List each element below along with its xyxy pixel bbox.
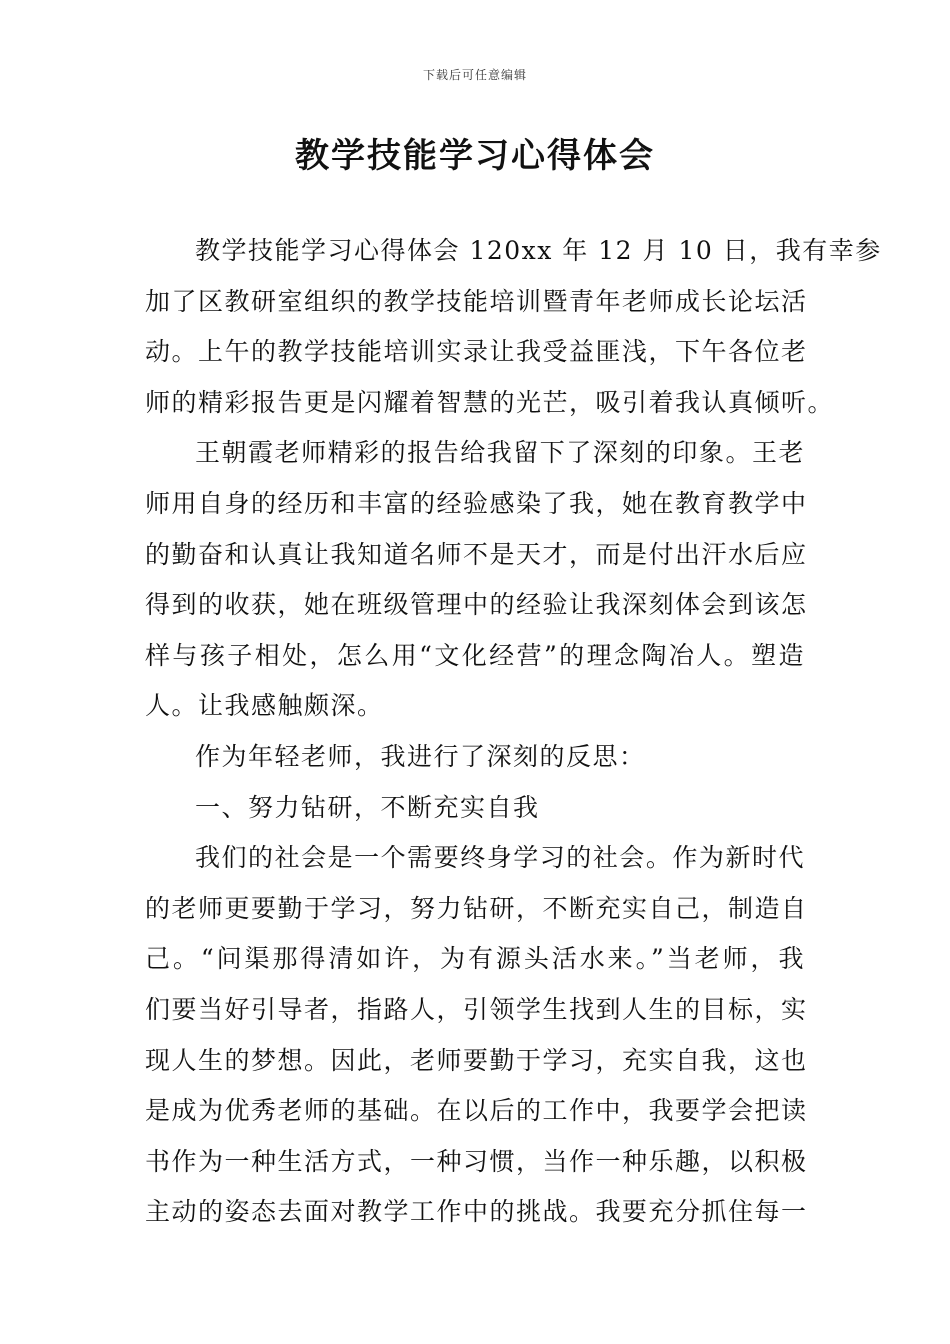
paragraph xyxy=(145,226,882,428)
paragraph-line: 的老师更要勤于学习，努力钻研，不断充实自己，制造自 xyxy=(145,893,808,923)
paragraph-line: 一、努力钻研，不断充实自我 xyxy=(195,792,540,822)
paragraph-line: 王朝霞老师精彩的报告给我留下了深刻的印象。王老 xyxy=(195,438,805,468)
paragraph-line: 样与孩子相处，怎么用“文化经营”的理念陶冶人。塑造 xyxy=(145,640,805,670)
paragraph-line: 加了区教研室组织的教学技能培训暨青年老师成长论坛活 xyxy=(145,286,808,316)
paragraph-line: 我们的社会是一个需要终身学习的社会。作为新时代 xyxy=(195,843,805,873)
paragraph-line: 教学技能学习心得体会 120xx 年 12 月 10 日，我有幸参 xyxy=(195,236,882,265)
document-body xyxy=(145,226,882,1238)
paragraph-line: 书作为一种生活方式，一种习惯，当作一种乐趣，以积极 xyxy=(145,1146,808,1176)
header-note: 下载后可任意编辑 xyxy=(422,68,527,82)
paragraph-line: 的勤奋和认真让我知道名师不是天才，而是付出汗水后应 xyxy=(145,539,808,569)
paragraph-line: 得到的收获，她在班级管理中的经验让我深刻体会到该怎 xyxy=(145,590,808,620)
paragraph xyxy=(145,732,805,783)
paragraph-line: 是成为优秀老师的基础。在以后的工作中，我要学会把读 xyxy=(145,1096,808,1126)
paragraph-line: 们要当好引导者，指路人，引领学生找到人生的目标，实 xyxy=(145,994,808,1024)
paragraph-line: 现人生的梦想。因此，老师要勤于学习，充实自我，这也 xyxy=(145,1045,808,1075)
document-title: 教学技能学习心得体会 xyxy=(295,136,655,176)
paragraph-line: 师的精彩报告更是闪耀着智慧的光芒，吸引着我认真倾听。 xyxy=(145,387,835,417)
paragraph xyxy=(145,833,808,1238)
paragraph-line: 人。让我感触颇深。 xyxy=(145,691,384,721)
paragraph xyxy=(145,428,808,732)
paragraph-line: 主动的姿态去面对教学工作中的挑战。我要充分抓住每一 xyxy=(145,1197,808,1227)
paragraph xyxy=(145,783,805,834)
paragraph-line: 动。上午的教学技能培训实录让我受益匪浅，下午各位老 xyxy=(145,337,808,367)
paragraph-line: 己。“问渠那得清如许，为有源头活水来。”当老师，我 xyxy=(145,944,805,974)
paragraph-line: 作为年轻老师，我进行了深刻的反思： xyxy=(195,741,646,771)
paragraph-line: 师用自身的经历和丰富的经验感染了我，她在教育教学中 xyxy=(145,488,808,518)
